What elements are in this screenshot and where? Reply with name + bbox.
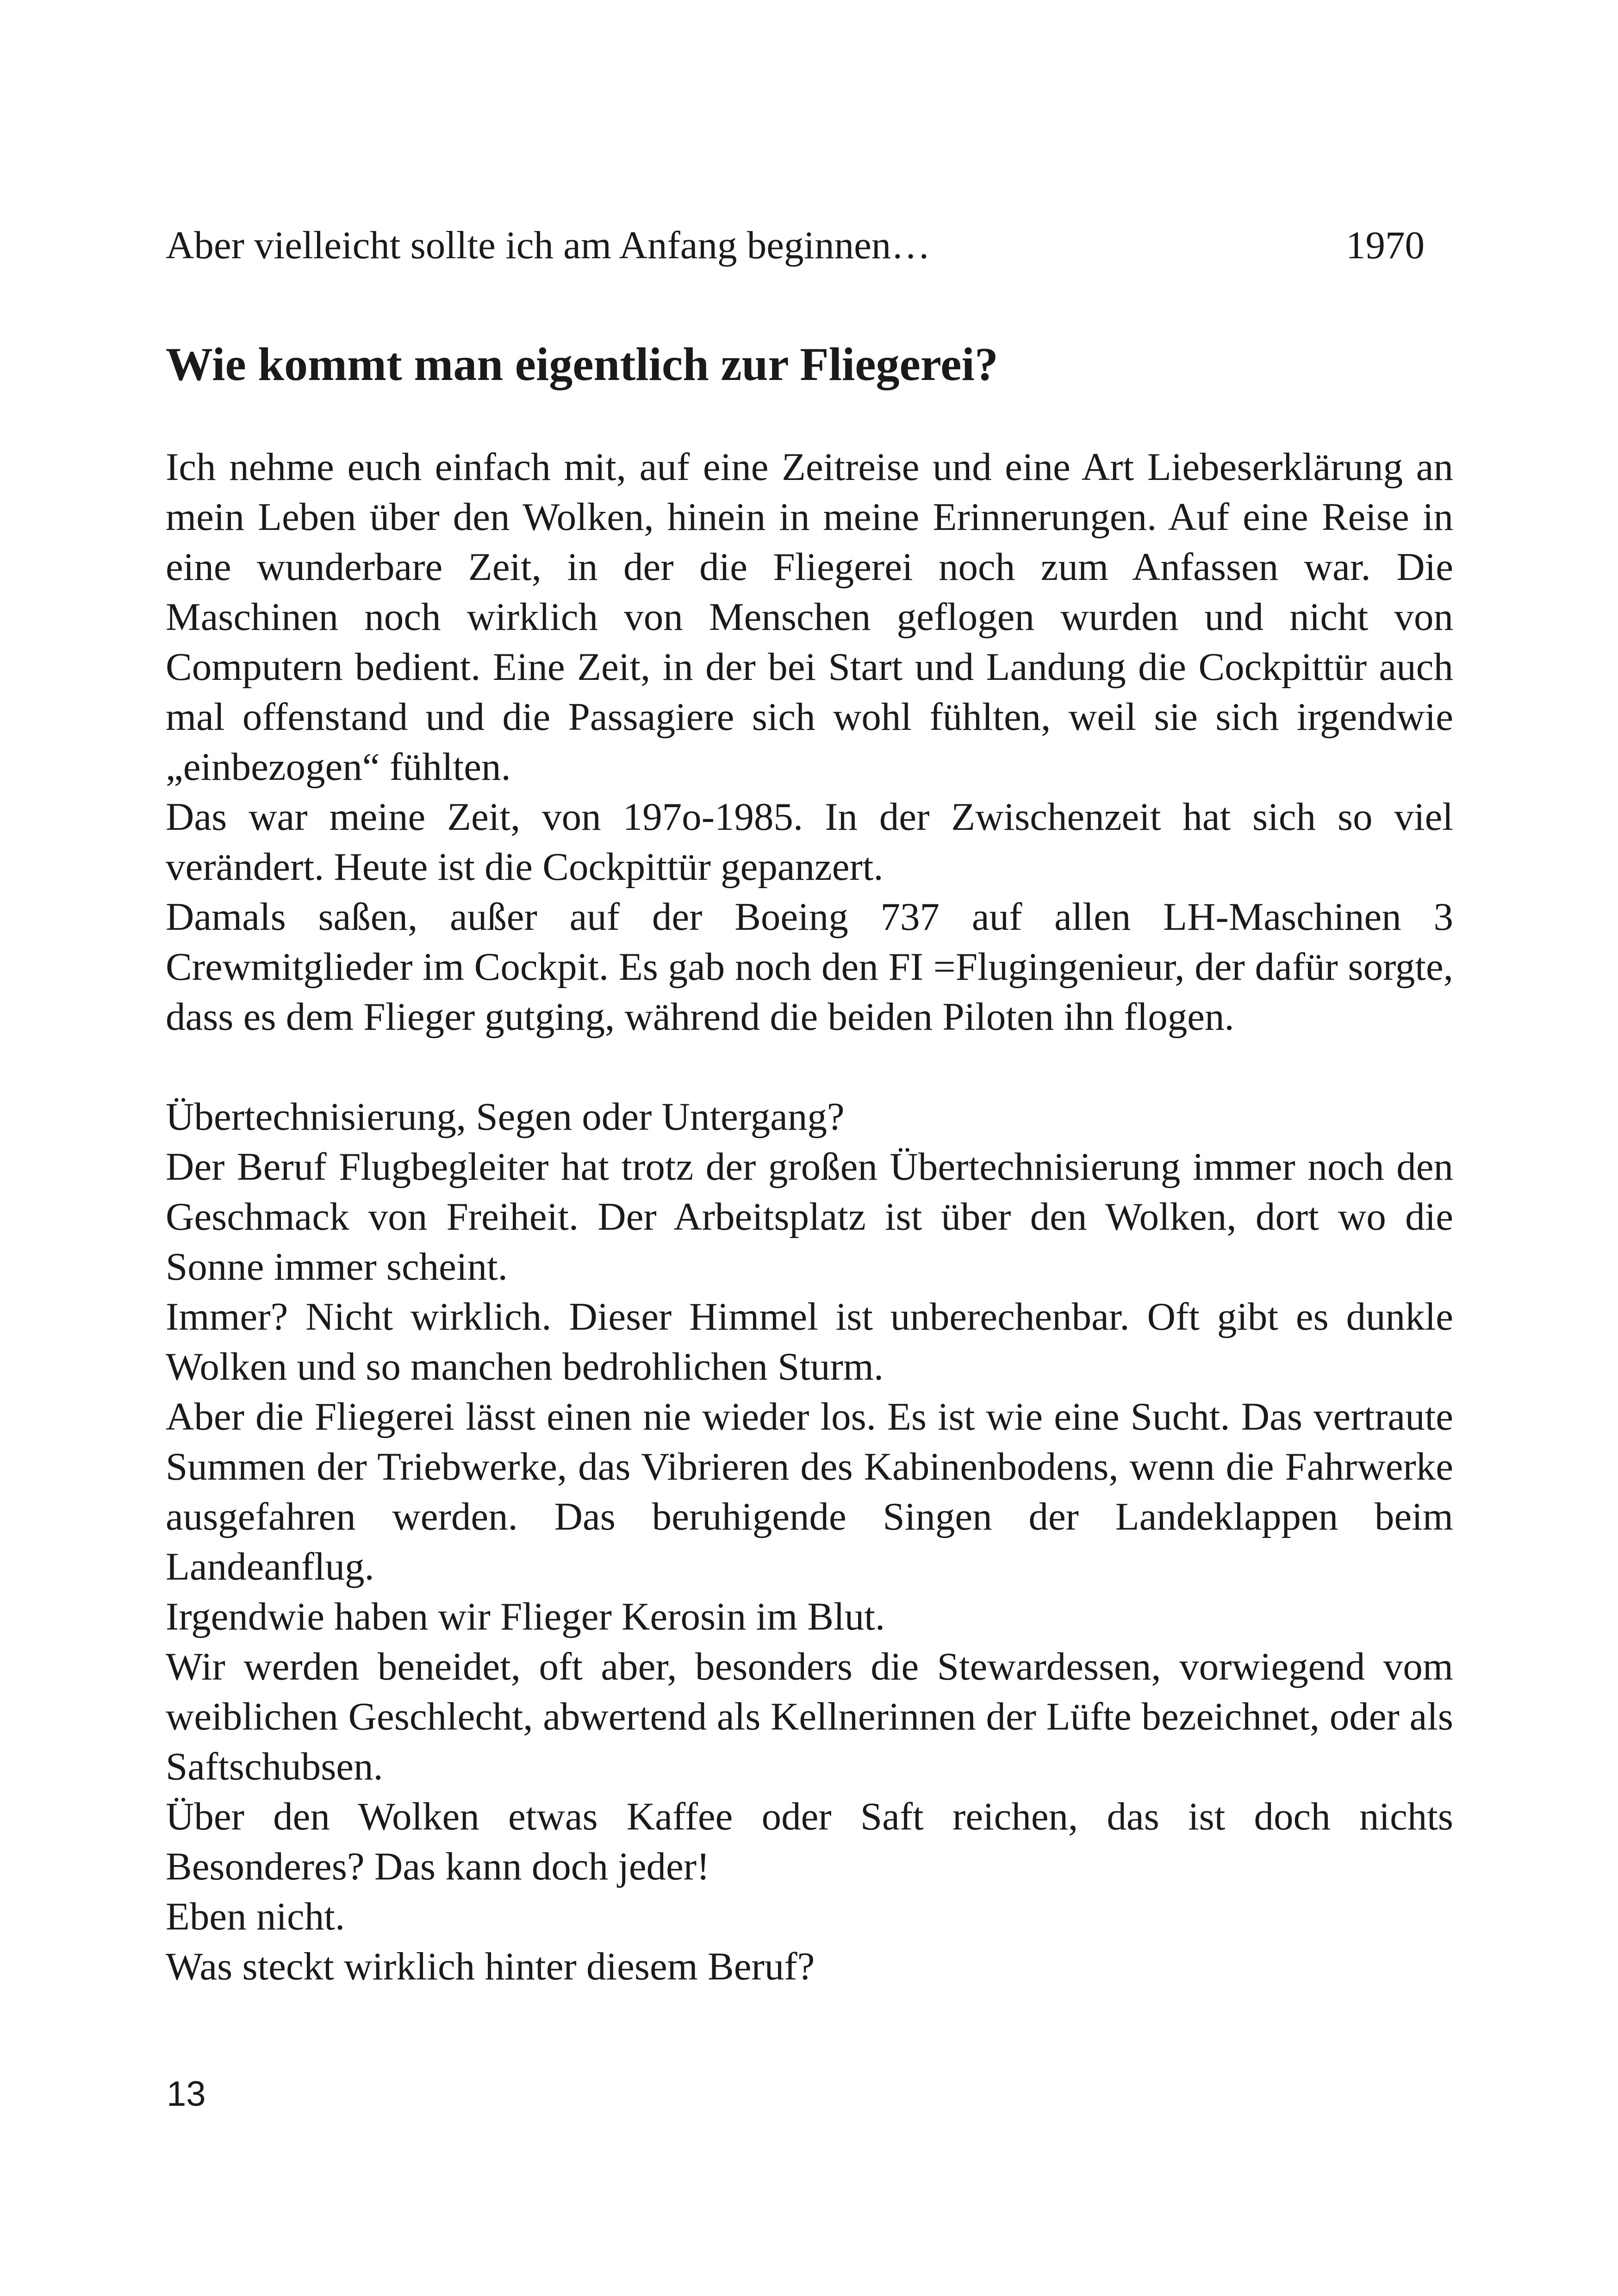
page-number: 13 [167, 2074, 206, 2114]
paragraph: Was steckt wirklich hinter diesem Beruf? [166, 1945, 815, 1988]
body-text [166, 442, 1453, 1991]
paragraph: Immer? Nicht wirklich. Dieser Himmel ist unberechenbar. Oft gibt es dunkle Wolken und so manchen bedrohlichen Sturm. [166, 1295, 1453, 1388]
paragraph: Über den Wolken etwas Kaffee oder Saft reichen, das ist doch nichts Besonderes? Das kann doch jeder! [166, 1795, 1453, 1888]
paragraph: Damals saßen, außer auf der Boeing 737 auf allen LH-Maschinen 3 Crewmitglieder im Cockpit. Es gab noch den FI =Flugingenieur, der dafür sorgte, dass es dem Flieger gutging, während die beiden Piloten ihn flogen. [166, 895, 1453, 1039]
header-year: 1970 [1346, 224, 1425, 267]
paragraph: Der Beruf Flugbegleiter hat trotz der großen Übertechnisierung immer noch den Geschmack von Freiheit. Der Arbeitsplatz ist über den Wolken, dort wo die Sonne immer scheint. [166, 1145, 1453, 1288]
paragraph: Ich nehme euch einfach mit, auf eine Zeitreise und eine Art Liebeserklärung an mein Leben über den Wolken, hinein in meine Erinnerungen. Auf eine Reise in eine wunderbare Zeit, in der die Fliegerei noch zum Anfassen war. Die Maschinen noch wirklich von Menschen geflogen wurden und nicht von Computern bedient. Eine Zeit, in der bei Start und Landung die Cockpittür auch mal offenstand und die Passagiere sich wohl fühlten, weil sie sich irgendwie „einbezogen“ fühlten. [166, 445, 1453, 789]
chapter-title: Wie kommt man eigentlich zur Fliegerei? [166, 338, 998, 391]
paragraph: Übertechnisierung, Segen oder Untergang? [166, 1095, 845, 1139]
paragraph: Das war meine Zeit, von 197o-1985. In der Zwischenzeit hat sich so viel verändert. Heute ist die Cockpittür gepanzert. [166, 795, 1453, 889]
paragraph: Wir werden beneidet, oft aber, besonders die Stewardessen, vorwiegend vom weiblichen Geschlecht, abwertend als Kellnerinnen der Lüfte bezeichnet, oder als Saftschubsen. [166, 1645, 1453, 1788]
header-text: Aber vielleicht sollte ich am Anfang beginnen… [166, 224, 931, 267]
paragraph-gap [166, 1042, 1453, 1092]
page-header [166, 218, 1425, 273]
paragraph: Irgendwie haben wir Flieger Kerosin im Blut. [166, 1595, 885, 1638]
paragraph: Aber die Fliegerei lässt einen nie wieder los. Es ist wie eine Sucht. Das vertraute Summen der Triebwerke, das Vibrieren des Kabinenbodens, wenn die Fahrwerke ausgefahren werden. Das beruhigende Singen der Landeklappen beim Landeanflug. [166, 1395, 1453, 1588]
paragraph: Eben nicht. [166, 1895, 345, 1938]
